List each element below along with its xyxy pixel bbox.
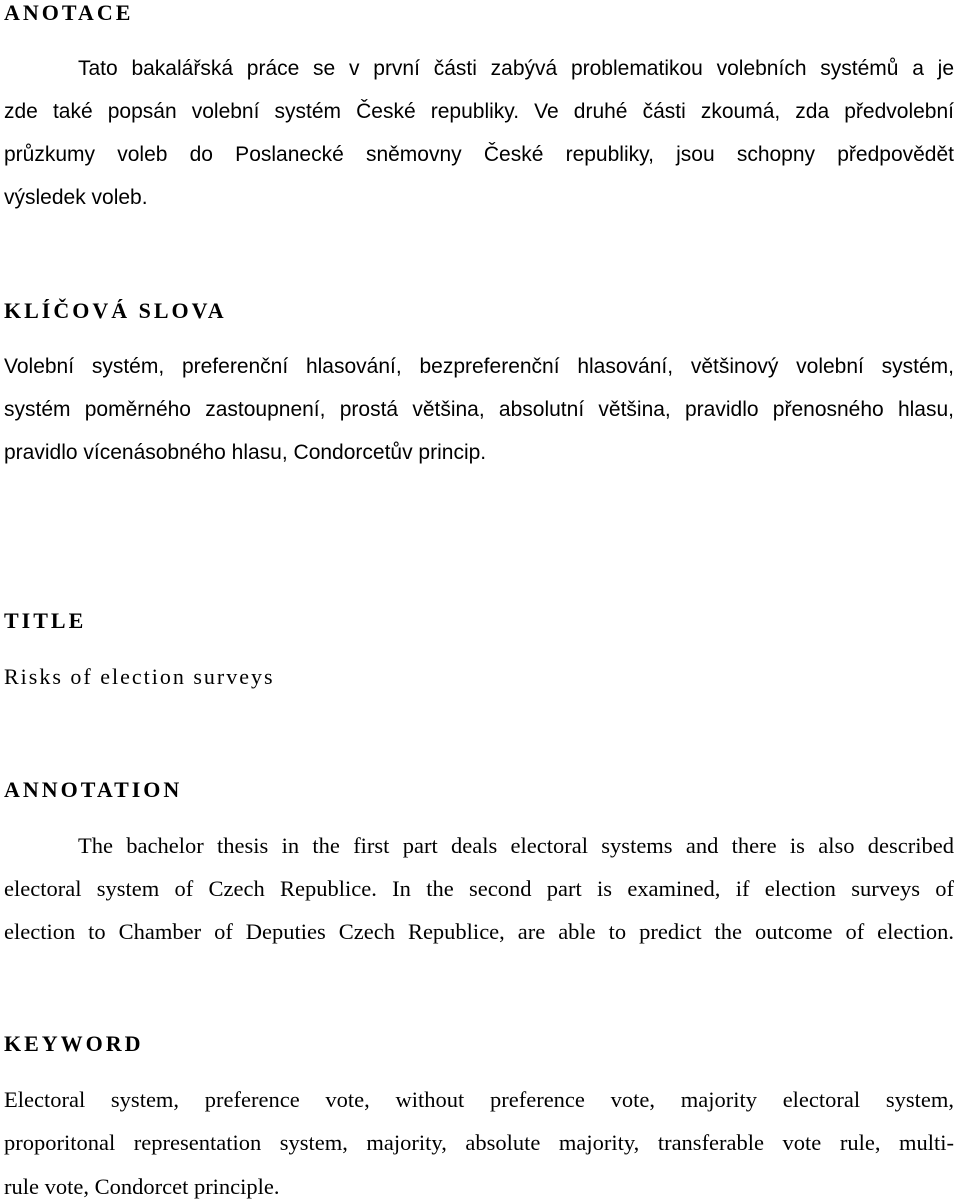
keywords-cz-line: systém poměrného zastoupnení, prostá většina, absolutní většina, pravidlo přenosného hlasu,	[4, 398, 954, 421]
keywords-cz-heading: KLÍČOVÁ SLOVA	[4, 298, 227, 323]
annotation-line: electoral system of Czech Republice. In the second part is examined, if election surveys of	[4, 876, 954, 901]
annotation-heading: ANNOTATION	[4, 777, 183, 802]
keywords-cz-line: pravidlo vícenásobného hlasu, Condorcetův princip.	[4, 441, 487, 464]
anotace-line: výsledek voleb.	[4, 186, 148, 209]
anotace-line: průzkumy voleb do Poslanecké sněmovny České republiky, jsou schopny předpovědět	[4, 143, 954, 166]
title-text: Risks of election surveys	[4, 664, 275, 689]
keywords-cz-line: Volební systém, preferenční hlasování, bezpreferenční hlasování, většinový volební systém,	[4, 355, 954, 378]
keyword-line: rule vote, Condorcet principle.	[4, 1174, 280, 1199]
title-heading: TITLE	[4, 608, 87, 633]
keyword-heading: KEYWORD	[4, 1031, 144, 1056]
annotation-line: The bachelor thesis in the first part deals electoral systems and there is also described	[78, 833, 954, 858]
annotation-line: election to Chamber of Deputies Czech Republice, are able to predict the outcome of election.	[4, 919, 954, 944]
anotace-line: Tato bakalářská práce se v první části zabývá problematikou volebních systémů a je	[78, 57, 954, 80]
anotace-line: zde také popsán volební systém České republiky. Ve druhé části zkoumá, zda předvolební	[4, 100, 954, 123]
keyword-line: proporitonal representation system, majority, absolute majority, transferable vote rule, multi-	[4, 1130, 954, 1155]
keyword-line: Electoral system, preference vote, without preference vote, majority electoral system,	[4, 1087, 954, 1112]
anotace-heading: ANOTACE	[4, 0, 134, 25]
